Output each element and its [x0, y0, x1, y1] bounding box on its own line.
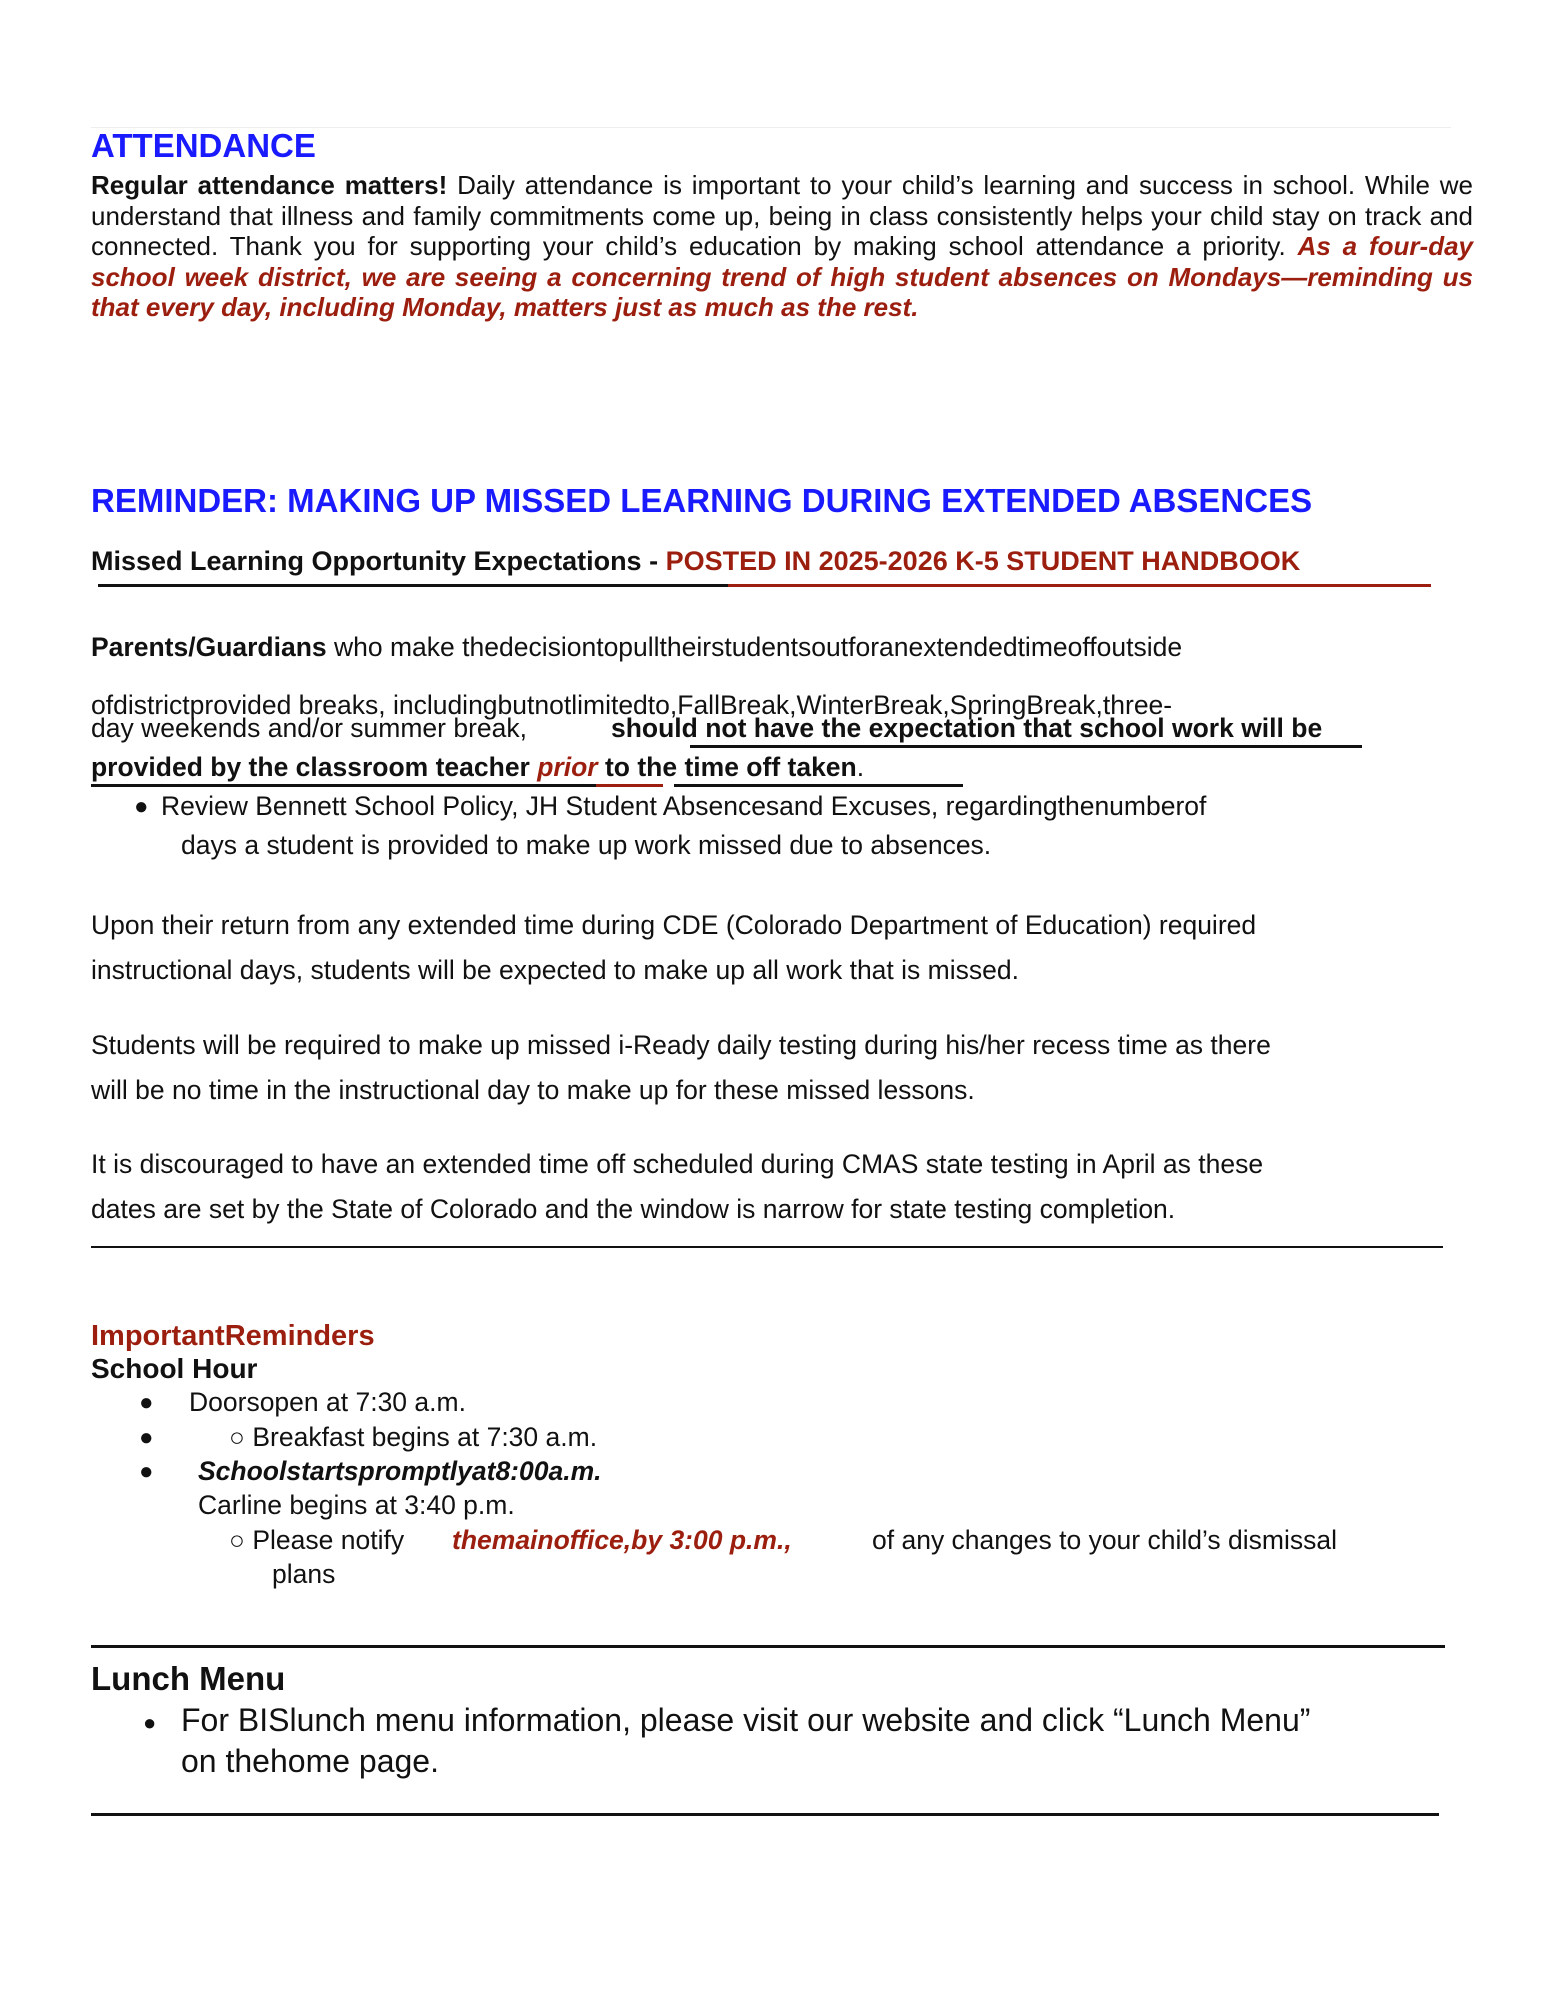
- notify-item-pre: ○ Please notify: [229, 1525, 405, 1555]
- notify-item-line2: plans: [272, 1559, 336, 1589]
- section-divider-3: [91, 1813, 1439, 1816]
- expectations-subtitle-text: Missed Learning Opportunity Expectations -: [91, 546, 666, 576]
- p1-line2a: ofdistrictprovided breaks, includingbutnotlimitedto,FallBreak,WinterBreak,SpringBreak,three-: [91, 690, 1173, 720]
- bullet-icon: ●: [139, 1424, 154, 1451]
- notify-item-post: of any changes to your child’s dismissal: [872, 1525, 1337, 1555]
- lunch-menu-line1: For BISlunch menu information, please visit our website and click “Lunch Menu”: [181, 1702, 1311, 1738]
- carline-item: Carline begins at 3:40 p.m.: [198, 1490, 515, 1520]
- reminder-heading: REMINDER: MAKING UP MISSED LEARNING DURING EXTENDED ABSENCES: [91, 482, 1313, 519]
- attendance-paragraph: [91, 170, 1473, 323]
- p1-underline-2a: [91, 784, 596, 787]
- p1-period: .: [856, 752, 865, 782]
- attendance-body: Daily attendance is important to your child’s learning and success in school. While we understand that illness and family commitments come up, being in class consistently helps your child stay on track and connected. Thank you for supporting your child’s education by making school attendance a priority.: [91, 170, 1473, 261]
- bullet-icon: ●: [134, 793, 149, 820]
- section-divider-2: [91, 1645, 1445, 1648]
- attendance-highlight: As a four-day school week district, we are seeing a concerning trend of high student absences on Mondays—reminding us that every day, including Monday, matters just as much as the rest.: [91, 231, 1473, 322]
- p4-line2: dates are set by the State of Colorado and the window is narrow for state testing completion.: [91, 1194, 1176, 1224]
- p3-line1: Students will be required to make up missed i-Ready daily testing during his/her recess time as there: [91, 1030, 1271, 1060]
- expectations-subtitle: [91, 546, 1300, 577]
- attendance-lead: Regular attendance matters!: [91, 170, 448, 200]
- doors-open-item: Doorsopen at 7:30 a.m.: [189, 1387, 466, 1417]
- p1-bold-part2: provided by the classroom teacher: [91, 752, 538, 782]
- breakfast-item: ○ Breakfast begins at 7:30 a.m.: [229, 1422, 598, 1452]
- p1-line2b: day weekends and/or summer break,: [91, 713, 527, 743]
- subtitle-underline: [98, 584, 728, 587]
- p1-bold-part3: to the time off taken: [597, 752, 857, 782]
- policy-bullet-line2: days a student is provided to make up work missed due to absences.: [181, 830, 992, 860]
- bullet-icon: ●: [139, 1458, 154, 1485]
- notify-item-highlight: themainoffice,by 3:00 p.m.,: [452, 1525, 792, 1555]
- p1-underline-2b: [596, 784, 663, 787]
- bullet-icon: ●: [143, 1710, 157, 1735]
- policy-bullet-line1: Review Bennett School Policy, JH Student Absencesand Excuses, regardingthenumberof: [161, 791, 1207, 821]
- bullet-icon: ●: [139, 1389, 154, 1416]
- subtitle-underline-red: [728, 584, 1431, 587]
- lunch-menu-heading: Lunch Menu: [91, 1660, 286, 1697]
- p1-underline-2c: [674, 784, 963, 787]
- p1-prior: prior: [537, 752, 598, 782]
- p2-line2: instructional days, students will be expected to make up all work that is missed.: [91, 955, 1019, 985]
- p1-bold-part1: should not have the expectation that school work will be: [611, 713, 1323, 743]
- school-hour-heading: School Hour: [91, 1353, 258, 1384]
- attendance-heading: ATTENDANCE: [91, 127, 316, 164]
- p2-line1: Upon their return from any extended time during CDE (Colorado Department of Education) required: [91, 910, 1257, 940]
- p3-line2: will be no time in the instructional day to make up for these missed lessons.: [91, 1075, 975, 1105]
- section-divider-1: [91, 1246, 1443, 1248]
- lunch-menu-line2: on thehome page.: [181, 1743, 439, 1779]
- handbook-posted-label: POSTED IN 2025-2026 K-5 STUDENT HANDBOOK: [665, 546, 1301, 576]
- p1-bold-lead: Parents/Guardians: [91, 632, 327, 662]
- p4-line1: It is discouraged to have an extended time off scheduled during CMAS state testing in April as these: [91, 1149, 1264, 1179]
- p1-underline-1: [690, 745, 1362, 748]
- p1-line1-text: who make thedecisiontopulltheirstudentsoutforanextendedtimeoffoutside: [326, 632, 1183, 662]
- school-starts-item: Schoolstartspromptlyat8:00a.m.: [198, 1456, 602, 1486]
- p1-line1: [91, 632, 1182, 663]
- important-reminders-heading: ImportantReminders: [91, 1320, 375, 1352]
- p1-line3: [91, 752, 864, 783]
